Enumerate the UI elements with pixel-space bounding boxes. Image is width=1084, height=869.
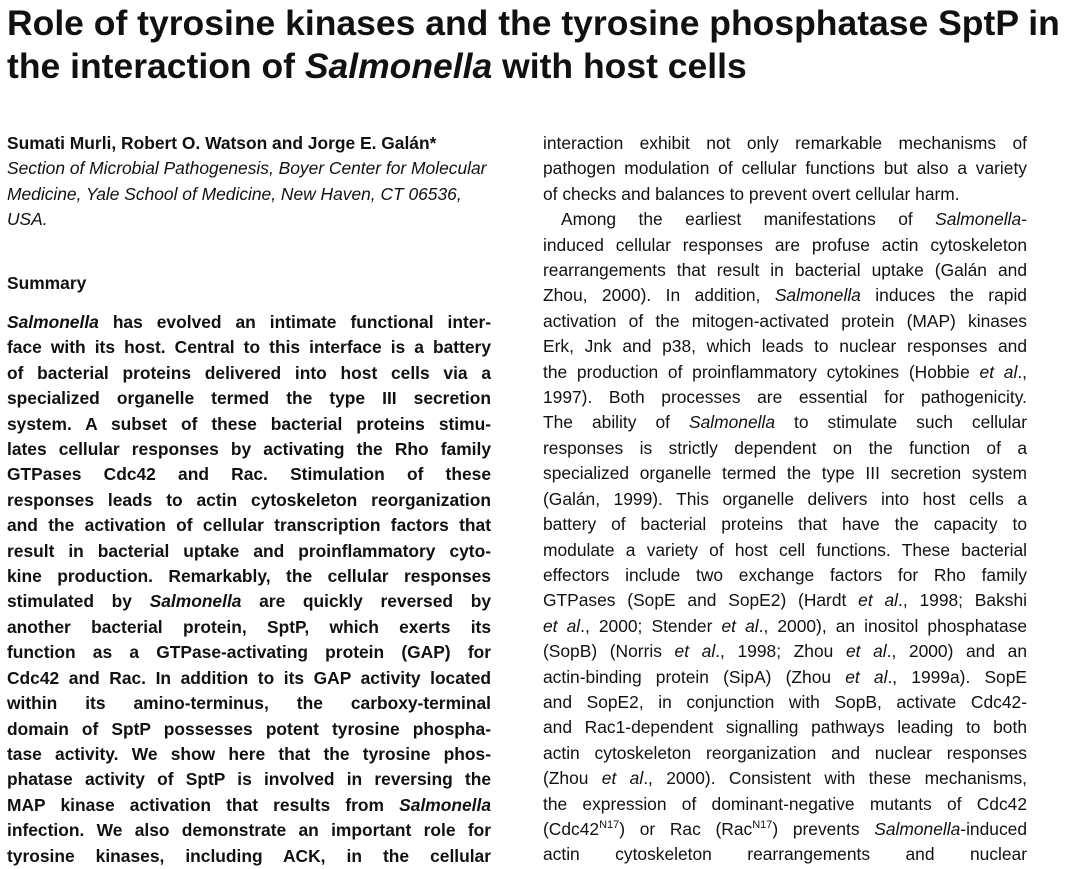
article-title: [7, 2, 1077, 88]
summary-line: phatase activity of SptP is involved in reversing the: [7, 769, 491, 790]
summary-line: tyrosine kinases, including ACK, in the cellular: [7, 845, 491, 866]
body-line: actin-binding protein (SipA) (Zhou et al., 1999a). SopE: [543, 666, 1027, 687]
title-italic-organism: Salmonella: [304, 46, 493, 86]
body-line: the expression of dominant-negative mutants of Cdc42: [543, 793, 1027, 814]
summary-line: and the activation of cellular transcription factors that: [7, 515, 491, 536]
author-names: Sumati Murli, Robert O. Watson and Jorge E. Galán*: [7, 133, 437, 153]
summary-line: responses leads to actin cytoskeleton reorganization: [7, 489, 491, 510]
body-line: (Zhou et al., 2000). Consistent with these mechanisms,: [543, 768, 1028, 789]
summary-line: GTPases Cdc42 and Rac. Stimulation of these: [7, 464, 491, 485]
body-line: (SopB) (Norris et al., 1998; Zhou et al., 2000) and an: [543, 641, 1027, 662]
summary-line: kine production. Remarkably, the cellular responses: [7, 566, 491, 587]
summary-line: stimulated by Salmonella are quickly reversed by: [7, 591, 491, 612]
body-line: specialized organelle termed the type III secretion system: [543, 463, 1027, 484]
summary-line: infection. We also demonstrate an important role for: [7, 820, 491, 841]
body-line: rearrangements that result in bacterial uptake (Galán and: [543, 260, 1027, 281]
body-line: activation of the mitogen-activated protein (MAP) kinases: [543, 310, 1027, 331]
body-line: the production of proinflammatory cytokines (Hobbie et al.,: [543, 361, 1028, 382]
body-line: responses is strictly dependent on the function of a: [543, 437, 1027, 458]
body-line: et al., 2000; Stender et al., 2000), an inositol phosphatase: [543, 615, 1027, 636]
body-line: actin cytoskeleton rearrangements and nuclear: [543, 844, 1027, 865]
body-line: $(Cdc42^{N17})$ or Rac (Rac$^{N17}$) prevents Salmonella-induced: [543, 818, 1027, 839]
summary-line: Cdc42 and Rac. In addition to its GAP activity located: [7, 667, 491, 688]
summary-line: Salmonella has evolved an intimate functional inter-: [7, 312, 491, 332]
body-line: effectors include two exchange factors for Rho family: [543, 564, 1027, 585]
body-line: pathogen modulation of cellular functions but also a variety: [543, 158, 1027, 179]
summary-line: face with its host. Central to this interface is a battery: [7, 337, 491, 358]
body-line: induced cellular responses are profuse actin cytoskeleton: [543, 234, 1027, 255]
title-text-end: with host cells: [492, 46, 747, 86]
author-block: [7, 131, 497, 233]
summary-line: system. A subset of these bacterial proteins stimu-: [7, 413, 491, 434]
affiliation: Section of Microbial Pathogenesis, Boyer Center for Molecular Medicine, Yale School of Medicine, New Haven, CT 06536, USA.: [7, 158, 487, 230]
body-line: Zhou, 2000). In addition, Salmonella induces the rapid: [543, 285, 1027, 306]
body-line: of checks and balances to prevent overt cellular harm.: [543, 183, 960, 204]
summary-line: tase activity. We show here that the tyrosine phos-: [7, 743, 491, 764]
summary-line: another bacterial protein, SptP, which exerts its: [7, 616, 491, 637]
summary-line: of bacterial proteins delivered into host cells via a: [7, 362, 491, 383]
summary-line: function as a GTPase-activating protein (GAP) for: [7, 642, 491, 663]
body-line: modulate a variety of host cell functions. These bacterial: [543, 539, 1027, 560]
body-line: interaction exhibit not only remarkable mechanisms of: [543, 133, 1027, 153]
title-text: Role of tyrosine kinases and the tyrosine phosphatase SptP in the interaction of: [7, 3, 1060, 86]
body-line: and SopE2, in conjunction with SopB, activate Cdc42-: [543, 691, 1027, 712]
summary-line: result in bacterial uptake and proinflammatory cyto-: [7, 540, 491, 561]
body-line: The ability of Salmonella to stimulate such cellular: [543, 412, 1028, 433]
body-line: GTPases (SopE and SopE2) (Hardt et al., 1998; Bakshi: [543, 590, 1027, 611]
summary-line: lates cellular responses by activating the Rho family: [7, 439, 491, 460]
summary-heading: Summary: [7, 273, 87, 293]
body-line: battery of bacterial proteins that have the capacity to: [543, 514, 1027, 535]
body-line: 1997). Both processes are essential for pathogenicity.: [543, 387, 1027, 408]
body-text-column: [543, 131, 1027, 868]
summary-abstract: [7, 310, 491, 869]
body-line: and Rac1-dependent signalling pathways leading to both: [543, 717, 1027, 738]
body-line: Erk, Jnk and p38, which leads to nuclear responses and: [543, 336, 1027, 357]
summary-line: domain of SptP possesses potent tyrosine phospha-: [7, 718, 491, 739]
summary-line: within its amino-terminus, the carboxy-terminal: [7, 693, 491, 714]
summary-line: MAP kinase activation that results from Salmonella: [7, 794, 491, 815]
body-line: (Galán, 1999). This organelle delivers into host cells a: [543, 488, 1027, 509]
body-line: actin cytoskeleton reorganization and nuclear responses: [543, 742, 1027, 763]
body-line: Among the earliest manifestations of Salmonella-: [561, 209, 1027, 230]
summary-line: specialized organelle termed the type III secretion: [7, 388, 491, 409]
